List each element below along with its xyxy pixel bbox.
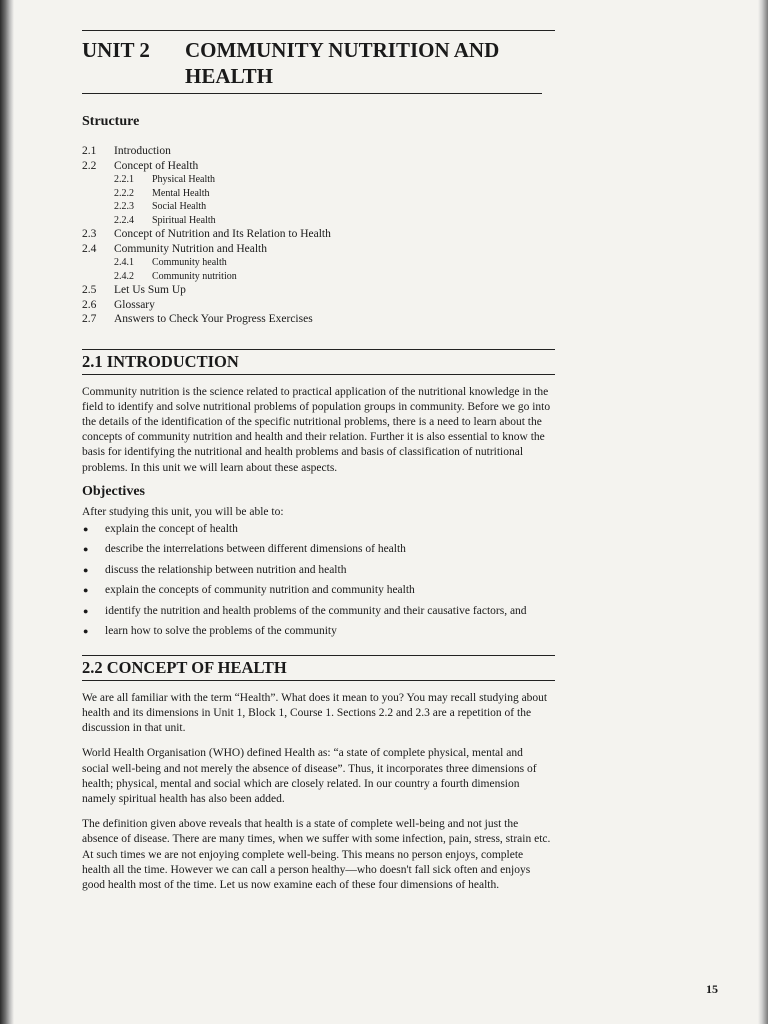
toc-number: 2.7 — [82, 313, 97, 325]
toc-subnumber: 2.2.4 — [114, 214, 134, 226]
toc-subitem — [114, 173, 552, 187]
toc-item — [82, 283, 552, 298]
toc-sublabel: Mental Health — [152, 187, 210, 199]
section-heading-concept-of-health: 2.2 CONCEPT OF HEALTH — [82, 657, 287, 677]
toc-sublist — [114, 173, 552, 227]
toc-subnumber: 2.2.2 — [114, 187, 134, 199]
unit-number: UNIT 2 — [82, 38, 150, 62]
objective-item: ● explain the concepts of community nutrition and community health — [82, 583, 552, 598]
toc-subnumber: 2.4.1 — [114, 257, 134, 268]
toc-sublabel: Community health — [152, 257, 227, 268]
toc-label: Glossary — [114, 298, 155, 311]
toc-item — [82, 298, 552, 313]
toc-number: 2.5 — [82, 284, 97, 296]
unit-heading — [82, 37, 552, 89]
toc-subnumber: 2.2.1 — [114, 174, 134, 185]
header-rule-bottom — [82, 93, 542, 94]
objective-item: ● describe the interrelations between different dimensions of health — [82, 542, 552, 557]
toc-sublist — [114, 256, 552, 283]
section-heading-introduction: 2.1 INTRODUCTION — [82, 351, 239, 371]
toc-subitem — [114, 187, 552, 201]
toc-subitem — [114, 256, 552, 270]
objective-item: ● learn how to solve the problems of the community — [82, 624, 552, 639]
toc-item — [82, 144, 552, 159]
toc-number: 2.3 — [82, 228, 97, 240]
concept-paragraph: World Health Organisation (WHO) defined Health as: “a state of complete physical, mental and social well-being and not merely the absence of disease”. Thus, it incorporates three dimensions of health; physical, mental and social which are closely related. In our country a fourth dimension namely spiritual health has also been added. — [82, 747, 537, 805]
toc-sublabel: Physical Health — [152, 174, 216, 185]
objective-item: ● explain the concept of health — [82, 522, 552, 537]
toc-label: Let Us Sum Up — [114, 284, 186, 296]
scan-edge-left — [0, 0, 14, 1024]
toc-label: Concept of Health — [114, 159, 199, 172]
header-rule-top — [82, 30, 555, 31]
toc-item — [82, 159, 552, 174]
toc-subitem — [114, 200, 552, 214]
toc-sublabel: Spiritual Health — [152, 214, 216, 226]
toc-subnumber: 2.2.3 — [114, 201, 134, 212]
toc-label: Community Nutrition and Health — [114, 242, 267, 255]
section-rule-bottom — [82, 680, 555, 681]
toc-number: 2.4 — [82, 242, 97, 255]
unit-title-line2: HEALTH — [185, 64, 273, 88]
objective-item: ● identify the nutrition and health problems of the community and their causative factors, and — [82, 604, 552, 619]
objectives-heading: Objectives — [82, 483, 145, 499]
page-number: 15 — [706, 982, 718, 996]
structure-toc — [82, 144, 552, 327]
toc-item — [82, 242, 552, 257]
toc-sublabel: Community nutrition — [152, 270, 237, 282]
concept-paragraph: We are all familiar with the term “Health”. What does it mean to you? You may recall studying about health and its dimensions in Unit 1, Block 1, Course 1. Sections 2.2 and 2.3 are a repetition of the discussion in that unit. — [82, 691, 548, 735]
document-page — [82, 30, 552, 893]
toc-subnumber: 2.4.2 — [114, 270, 134, 282]
introduction-paragraph: Community nutrition is the science related to practical application of the nutritional knowledge in the field to identify and solve nutritional problems of population groups in community. Before we go into the details of the identification of the specific nutritional problems, there is a need to learn about the concepts of community nutrition and health and their relation. Further it is also essential to know the basis for identifying the nutritional and health problems and basis of classification of nutritional problems. In this unit we will learn about these aspects. — [82, 385, 551, 474]
toc-item — [82, 227, 552, 242]
toc-sublabel: Social Health — [152, 201, 207, 212]
objectives-intro: After studying this unit, you will be able to: — [82, 505, 284, 518]
unit-title-line1: COMMUNITY NUTRITION AND — [185, 38, 500, 62]
toc-item — [82, 312, 552, 327]
toc-label: Answers to Check Your Progress Exercises — [114, 313, 313, 325]
concept-paragraph: The definition given above reveals that health is a state of complete well-being and not just the absence of disease. There are many times, when we suffer with some infection, pain, stress, strain etc. At such times we are not enjoying complete well-being. This means no person enjoys, complete health all the time. However we can call a person healthy—who doesn't fall sick often and enjoys good health most of the time. Let us now examine each of these four dimensions of health. — [82, 818, 551, 891]
objective-item: ● discuss the relationship between nutrition and health — [82, 563, 552, 578]
toc-number: 2.2 — [82, 159, 97, 172]
section-rule-bottom — [82, 374, 555, 375]
unit-title — [185, 37, 552, 89]
toc-subitem — [114, 270, 552, 284]
toc-label: Introduction — [114, 145, 171, 157]
toc-number: 2.1 — [82, 145, 97, 157]
structure-heading: Structure — [82, 114, 140, 129]
toc-subitem — [114, 214, 552, 228]
objectives-list — [82, 522, 552, 639]
toc-number: 2.6 — [82, 298, 97, 311]
toc-label: Concept of Nutrition and Its Relation to Health — [114, 228, 331, 240]
scan-edge-right — [758, 0, 768, 1024]
